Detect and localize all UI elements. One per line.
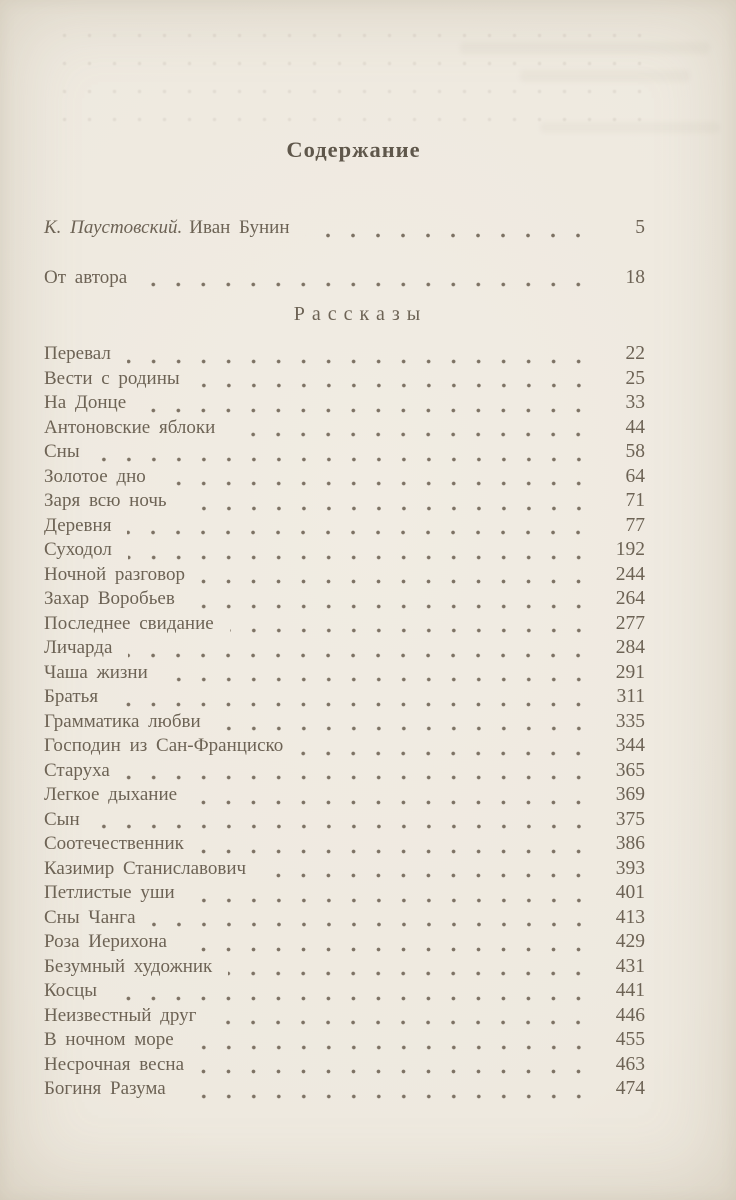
toc-row-page-number: 192	[615, 539, 645, 560]
toc-row	[44, 367, 645, 392]
toc-row-page-number: 22	[625, 343, 645, 364]
dot-leader	[185, 587, 593, 612]
toc-row-title: Соотечественник	[44, 833, 184, 854]
dot-leader	[194, 1053, 593, 1078]
toc-row-title: Косцы	[44, 980, 98, 1001]
dot-leader	[190, 367, 593, 392]
dot-leader	[90, 440, 593, 465]
toc-row-page-number: 277	[615, 612, 645, 634]
toc-row-title: Несрочная весна	[44, 1053, 185, 1075]
toc-row-page-number: 429	[615, 931, 645, 952]
toc-row-page-number: 441	[615, 980, 645, 1001]
toc-row-title: Деревня	[44, 514, 112, 536]
toc-row	[44, 808, 645, 833]
dot-leader	[156, 465, 593, 490]
toc-row-page-number: 386	[615, 833, 645, 854]
toc-row	[44, 881, 645, 906]
dot-leader	[158, 661, 593, 686]
toc-row	[44, 1004, 645, 1029]
toc-row	[44, 685, 645, 710]
toc-row	[44, 661, 645, 686]
dot-leader	[90, 808, 593, 833]
dot-leader	[195, 563, 593, 588]
toc-row	[44, 587, 645, 612]
toc-row	[44, 1077, 645, 1102]
toc-row-title: Сын	[44, 808, 80, 830]
toc-row-title: Иван Бунин	[189, 217, 290, 238]
toc-row-title: Захар Воробьев	[44, 588, 175, 609]
toc-row-title: Золотое дно	[44, 465, 146, 487]
toc-row-title: На Донце	[44, 392, 127, 413]
dot-leader	[120, 759, 593, 784]
toc-row	[44, 563, 645, 588]
toc-row-title: Грамматика любви	[44, 710, 201, 732]
dot-leader	[184, 1028, 593, 1053]
dot-leader	[107, 979, 593, 1004]
dot-leader	[293, 734, 593, 759]
toc-row-title: Старуха	[44, 759, 110, 781]
toc-row-page-number: 344	[615, 735, 645, 756]
toc-row-page-number: 64	[625, 465, 645, 487]
toc-entry-list	[44, 342, 645, 1102]
dot-leader	[187, 783, 593, 808]
toc-row-title: От автора	[44, 266, 128, 288]
dot-leader	[224, 612, 593, 637]
toc-row-page-number: 413	[615, 906, 645, 928]
toc-content	[44, 0, 645, 1200]
toc-row	[44, 514, 645, 539]
toc-row-page-number: 284	[615, 637, 645, 658]
dot-leader	[177, 489, 593, 514]
toc-row	[44, 734, 645, 759]
toc-row-title: Петлистые уши	[44, 882, 175, 903]
toc-title: Содержание	[286, 137, 421, 162]
toc-row	[44, 1053, 645, 1078]
toc-row-title: Антоновские яблоки	[44, 416, 216, 438]
front-matter-list	[44, 216, 645, 315]
dot-leader	[137, 266, 593, 291]
dot-leader	[299, 216, 593, 241]
toc-row-page-number: 393	[615, 857, 645, 879]
toc-row-page-number: 58	[625, 441, 645, 462]
toc-row-page-number: 18	[625, 266, 645, 288]
toc-row-title: Суходол	[44, 539, 112, 560]
toc-row	[44, 783, 645, 808]
dot-leader	[211, 710, 593, 735]
toc-row	[44, 216, 645, 241]
dot-leader	[222, 955, 593, 980]
toc-row	[44, 489, 645, 514]
toc-row	[44, 416, 645, 441]
toc-row-page-number: 25	[625, 367, 645, 389]
toc-row	[44, 636, 645, 661]
toc-row-page-number: 474	[615, 1078, 645, 1099]
toc-row	[44, 440, 645, 465]
toc-row-page-number: 5	[635, 217, 645, 238]
toc-row	[44, 391, 645, 416]
toc-row-title: Заря всю ночь	[44, 490, 167, 511]
toc-row-page-number: 369	[615, 784, 645, 805]
toc-row	[44, 955, 645, 980]
toc-row-title: Сны	[44, 441, 80, 462]
dot-leader	[121, 342, 593, 367]
dot-leader	[146, 906, 593, 931]
dot-leader	[177, 930, 593, 955]
toc-row	[44, 612, 645, 637]
toc-row-page-number: 71	[625, 490, 645, 511]
toc-row-title: Сны Чанга	[44, 906, 136, 928]
toc-row-title: Безумный художник	[44, 955, 213, 977]
toc-row-title: Вести с родины	[44, 367, 180, 389]
toc-row-page-number: 33	[625, 392, 645, 413]
toc-row-page-number: 311	[616, 686, 645, 707]
toc-row-page-number: 291	[615, 661, 645, 683]
dot-leader	[122, 636, 593, 661]
toc-row	[44, 832, 645, 857]
toc-row-page-number: 365	[615, 759, 645, 781]
dot-leader	[256, 857, 593, 882]
dot-leader	[121, 514, 593, 539]
toc-row-title: Ночной разговор	[44, 563, 185, 585]
toc-row	[44, 465, 645, 490]
toc-row-title: Последнее свидание	[44, 612, 214, 634]
toc-row-author: К. Паустовский.	[44, 217, 183, 238]
toc-row-page-number: 463	[615, 1053, 645, 1075]
toc-row	[44, 266, 645, 291]
toc-row	[44, 538, 645, 563]
dot-leader	[185, 881, 593, 906]
toc-row-title: В ночном море	[44, 1029, 174, 1050]
toc-row-page-number: 431	[615, 955, 645, 977]
toc-row-title: Казимир Станиславович	[44, 857, 247, 879]
dot-leader	[122, 538, 593, 563]
toc-row-title: Братья	[44, 686, 99, 707]
toc-row-title: Легкое дыхание	[44, 784, 178, 805]
toc-row-page-number: 455	[615, 1029, 645, 1050]
dot-leader	[176, 1077, 593, 1102]
toc-row-title: Роза Иерихона	[44, 931, 167, 952]
toc-row	[44, 906, 645, 931]
toc-row-page-number: 446	[615, 1004, 645, 1026]
toc-row-title: Неизвестный друг	[44, 1004, 197, 1026]
toc-row	[44, 857, 645, 882]
toc-row-title: Господин из Сан-Франциско	[44, 735, 284, 756]
toc-row-page-number: 401	[615, 882, 645, 903]
toc-row-title: Личарда	[44, 637, 113, 658]
dot-leader	[206, 1004, 593, 1029]
dot-leader	[225, 416, 593, 441]
toc-row-page-number: 264	[615, 588, 645, 609]
toc-row-title: Богиня Разума	[44, 1078, 166, 1099]
toc-row	[44, 930, 645, 955]
toc-row-page-number: 244	[615, 563, 645, 585]
toc-row	[44, 1028, 645, 1053]
toc-row-title: Перевал	[44, 343, 111, 364]
toc-row	[44, 710, 645, 735]
toc-row	[44, 342, 645, 367]
toc-row-page-number: 335	[615, 710, 645, 732]
toc-row-title: Чаша жизни	[44, 661, 148, 683]
toc-row-page-number: 44	[625, 416, 645, 438]
toc-row	[44, 979, 645, 1004]
dot-leader	[194, 832, 593, 857]
dot-leader	[108, 685, 593, 710]
toc-row-page-number: 375	[615, 808, 645, 830]
toc-row	[44, 759, 645, 784]
section-heading: Рассказы	[293, 303, 428, 325]
dot-leader	[136, 391, 593, 416]
toc-row-page-number: 77	[625, 514, 645, 536]
